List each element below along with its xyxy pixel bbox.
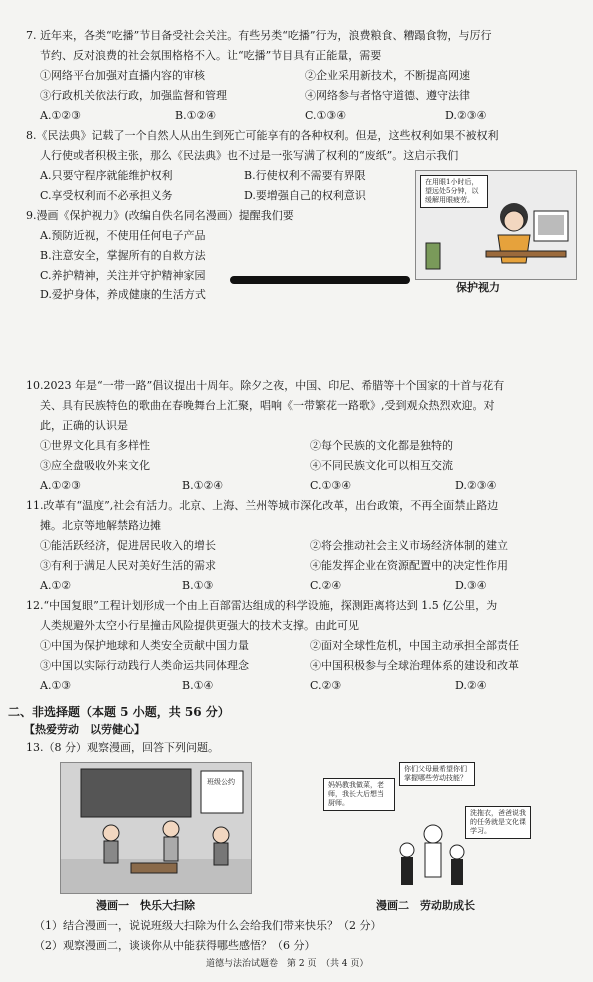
- q10-statement-2: ②每个民族的文化都是独特的: [310, 439, 453, 452]
- q11-option-c: C.②④: [310, 579, 342, 592]
- q9-cartoon-speech-bubble: 在用眼1小时后，望远处5分钟，以缓解用眼疲劳。: [420, 175, 488, 208]
- comic1-board-label: 班级公约: [207, 778, 235, 786]
- comic1-image: [60, 762, 252, 894]
- q9-option-a: A.预防近视，不使用任何电子产品: [40, 229, 206, 242]
- q12-option-d: D.②④: [455, 679, 487, 692]
- q11-statement-1: ①能活跃经济，促进居民收入的增长: [40, 539, 216, 552]
- q11-option-a: A.①②: [40, 579, 72, 592]
- q12-statement-4: ④中国积极参与全球治理体系的建设和改革: [310, 659, 519, 672]
- q7-option-c: C.①③④: [305, 109, 347, 122]
- q10-stem-line2: 关、具有民族特色的歌曲在春晚舞台上汇聚，唱响《一带繁花一路歌》,受到观众热烈欢迎。对: [40, 399, 495, 412]
- q10-option-a: A.①②③: [40, 479, 82, 492]
- q12-stem-line2: 人类规避外太空小行星撞击风险提供更强大的技术支撑。由此可见: [40, 619, 359, 632]
- q8-option-d: D.要增强自己的权利意识: [244, 189, 366, 202]
- q9-cartoon: [415, 170, 577, 280]
- q9-option-b: B.注意安全，掌握所有的自救方法: [40, 249, 206, 262]
- comic2-drawing: [315, 760, 525, 894]
- q10-option-b: B.①②④: [182, 479, 224, 492]
- q7-statement-2: ②企业采用新技术，不断提高网速: [305, 69, 470, 82]
- comic2-image: [315, 760, 525, 894]
- q13-sub2: （2）观察漫画二，谈谈你从中能获得哪些感悟？（6 分）: [34, 939, 316, 952]
- q12-option-a: A.①③: [40, 679, 72, 692]
- comic1-caption: 漫画一 快乐大扫除: [96, 899, 195, 912]
- q9-option-c: C.养护精神，关注并守护精神家园: [40, 269, 206, 282]
- q12-option-b: B.①④: [182, 679, 214, 692]
- q8-stem-line2: 人行使或者积极主张，那么《民法典》也不过是一张写满了权利的“废纸”。这启示我们: [40, 149, 459, 162]
- comic2-bubble-teacher: 你们父母最希望你们掌握哪些劳动技能？: [399, 762, 475, 786]
- q7-stem-line1: 7. 近年来，各类“吃播”节目备受社会关注。有些另类“吃播”行为，浪费粮食、糟蹋食物，与厉行: [26, 29, 492, 42]
- q7-option-a: A.①②③: [40, 109, 82, 122]
- section2-theme: 【热爱劳动 以劳健心】: [24, 723, 145, 736]
- section2-title: 二、非选择题（本题 5 小题，共 56 分）: [8, 705, 230, 719]
- q12-stem-line1: 12.“中国复眼”工程计划形成一个由上百部雷达组成的科学设施，探测距离将达到 1.5 亿公里，为: [26, 599, 498, 612]
- q8-stem-line1: 8.《民法典》记载了一个自然人从出生到死亡可能享有的各种权利。但是，这些权利如果不被权利: [26, 129, 499, 142]
- q8-option-a: A.只要守程序就能维护权利: [40, 169, 173, 182]
- q12-statement-2: ②面对全球性危机，中国主动承担全部责任: [310, 639, 519, 652]
- q11-option-b: B.①③: [182, 579, 214, 592]
- q7-option-d: D.②③④: [445, 109, 487, 122]
- q11-stem-line2: 摊。北京等地解禁路边摊: [40, 519, 161, 532]
- q7-statement-4: ④网络参与者恪守道德、遵守法律: [305, 89, 470, 102]
- q10-option-d: D.②③④: [455, 479, 497, 492]
- comic2-bubble-student: 妈妈教我做菜，老师，我长大后想当厨师。: [323, 778, 395, 811]
- q10-option-c: C.①③④: [310, 479, 352, 492]
- q11-statement-4: ④能发挥企业在资源配置中的决定性作用: [310, 559, 508, 572]
- q12-statement-3: ③中国以实际行动践行人类命运共同体理念: [40, 659, 249, 672]
- page-footer: 道德与法治试题卷 第 2 页 （共 4 页）: [206, 959, 369, 969]
- q9-option-d: D.爱护身体，养成健康的生活方式: [40, 288, 206, 301]
- q9-cartoon-drawing: [416, 171, 576, 279]
- q10-stem-line3: 此，正确的认识是: [40, 419, 128, 432]
- pen-stroke-mark: [230, 276, 410, 284]
- q13-stem: 13.（8 分）观察漫画，回答下列问题。: [26, 741, 219, 754]
- q11-statement-3: ③有利于满足人民对美好生活的需求: [40, 559, 216, 572]
- q7-stem-line2: 节约、反对浪费的社会氛围格格不入。让“吃播”节目具有正能量，需要: [40, 49, 382, 62]
- q11-option-d: D.③④: [455, 579, 487, 592]
- q8-option-c: C.享受权利而不必承担义务: [40, 189, 173, 202]
- q7-statement-1: ①网络平台加强对直播内容的审核: [40, 69, 205, 82]
- q11-statement-2: ②将会推动社会主义市场经济体制的建立: [310, 539, 508, 552]
- q12-option-c: C.②③: [310, 679, 342, 692]
- q9-cartoon-caption: 保护视力: [456, 281, 500, 294]
- q9-stem: 9.漫画《保护视力》(改编自佚名同名漫画）提醒我们要: [26, 209, 294, 222]
- comic2-caption: 漫画二 劳动助成长: [376, 899, 475, 912]
- comic2-bubble-student2: 洗拖衣，爸爸说我的任务就是文化课学习。: [465, 806, 531, 839]
- q8-option-b: B.行使权利不需要有界限: [244, 169, 366, 182]
- q12-statement-1: ①中国为保护地球和人类安全贡献中国力量: [40, 639, 249, 652]
- q10-statement-1: ①世界文化具有多样性: [40, 439, 150, 452]
- q10-statement-4: ④不同民族文化可以相互交流: [310, 459, 453, 472]
- q11-stem-line1: 11.改革有“温度”,社会有活力。北京、上海、兰州等城市深化改革，出台政策，不再全面禁止路边: [26, 499, 499, 512]
- q10-stem-line1: 10.2023 年是“一带一路”倡议提出十周年。除夕之夜，中国、印尼、希腊等十个国家的十首与花有: [26, 379, 505, 392]
- q7-statement-3: ③行政机关依法行政，加强监督和管理: [40, 89, 227, 102]
- q10-statement-3: ③应全盘吸收外来文化: [40, 459, 150, 472]
- q13-sub1: （1）结合漫画一，说说班级大扫除为什么会给我们带来快乐？（2 分）: [34, 919, 382, 932]
- q7-option-b: B.①②④: [175, 109, 217, 122]
